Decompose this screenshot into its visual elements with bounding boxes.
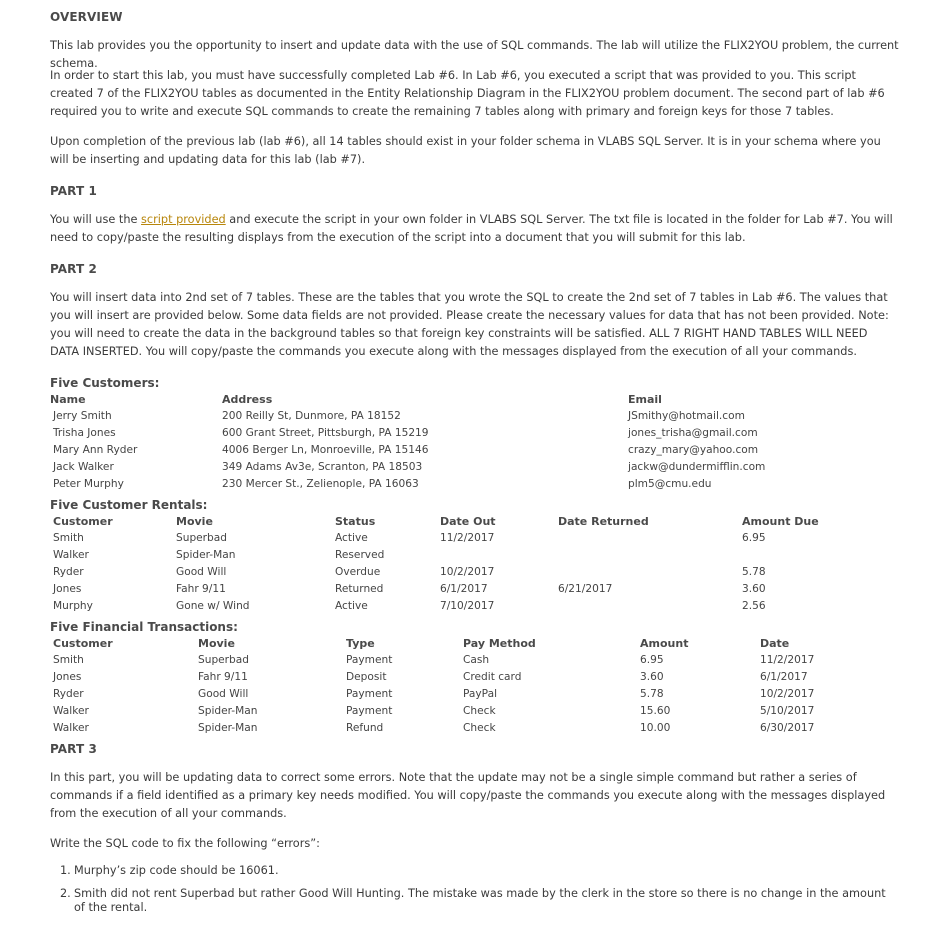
list-item xyxy=(60,864,894,878)
table-row xyxy=(50,654,900,671)
table-cell: Mary Ann Ryder xyxy=(53,444,138,456)
table-cell: Refund xyxy=(346,722,384,734)
table-cell: Jack Walker xyxy=(53,461,114,473)
column-header: Customer xyxy=(53,515,113,528)
part3-paragraph-1: In this part, you will be updating data to correct some errors. Note that the update may not be a single simple command but rather a series of commands if a field identified as a primary key needs modified. You will copy/paste the commands you execute along with the messages displayed from the execution of all your commands. xyxy=(50,771,886,820)
overview-paragraph-3: Upon completion of the previous lab (lab #6), all 14 tables should exist in your folder schema in VLABS SQL Server. It is in your schema where you will be inserting and updating data for this lab (lab #7). xyxy=(50,135,881,166)
table-cell: Superbad xyxy=(176,532,227,544)
part2-paragraph: You will insert data into 2nd set of 7 tables. These are the tables that you wrote the SQL to create the 2nd set of 7 tables in Lab #6. The values that you will insert are provided below. Some data fields are not provided. Please create the necessary values for data that has not been provided. Note: you will need to create the data in the background tables so that foreign key constraints will be satisfied. ALL 7 RIGHT HAND TABLES WILL NEED DATA INSERTED. You will copy/paste the commands you execute along with the messages displayed from the execution of all your commands. xyxy=(50,291,889,358)
table-row xyxy=(50,461,900,478)
table-cell: Jones xyxy=(53,671,82,683)
table-cell: jackw@dundermifflin.com xyxy=(628,461,766,473)
overview-paragraph-1: This lab provides you the opportunity to insert and update data with the use of SQL commands. The lab will utilize the FLIX2YOU problem, the current schema. xyxy=(50,39,899,70)
table-cell: Spider-Man xyxy=(198,722,258,734)
customers-header-row xyxy=(50,393,900,410)
part1-heading: PART 1 xyxy=(50,184,97,198)
table-cell: Payment xyxy=(346,654,393,666)
table-cell: Fahr 9/11 xyxy=(198,671,248,683)
table-row xyxy=(50,444,900,461)
table-cell: Good Will xyxy=(198,688,249,700)
table-cell: 2.56 xyxy=(742,600,766,612)
table-cell: jones_trisha@gmail.com xyxy=(628,427,758,439)
table-cell: Walker xyxy=(53,549,89,561)
overview-paragraph-2: In order to start this lab, you must have successfully completed Lab #6. In Lab #6, you executed a script that was provided to you. This script created 7 of the FLIX2YOU tables as documented in the Entity Relationship Diagram in the FLIX2YOU problem document. The second part of lab #6 required you to write and execute SQL commands to create the remaining 7 tables along with primary and foreign keys for those 7 tables. xyxy=(50,69,885,118)
column-header: Pay Method xyxy=(463,637,536,650)
list-item-text: Murphy’s zip code should be 16061. xyxy=(74,864,279,877)
table-cell: 3.60 xyxy=(742,583,766,595)
column-header: Amount xyxy=(640,637,689,650)
table-cell: 15.60 xyxy=(640,705,671,717)
table-cell: Walker xyxy=(53,705,89,717)
table-cell: 11/2/2017 xyxy=(760,654,815,666)
column-header: Name xyxy=(50,393,86,406)
table-cell: 200 Reilly St, Dunmore, PA 18152 xyxy=(222,410,401,422)
table-row xyxy=(50,478,900,495)
table-cell: Payment xyxy=(346,705,393,717)
table-cell: 4006 Berger Ln, Monroeville, PA 15146 xyxy=(222,444,429,456)
table-cell: Smith xyxy=(53,532,84,544)
table-cell: 6/21/2017 xyxy=(558,583,613,595)
table-row xyxy=(50,583,900,600)
column-header: Customer xyxy=(53,637,113,650)
part1-paragraph xyxy=(50,211,900,247)
table-cell: Gone w/ Wind xyxy=(176,600,250,612)
rentals-caption: Five Customer Rentals: xyxy=(50,498,208,512)
table-cell: Payment xyxy=(346,688,393,700)
table-row xyxy=(50,688,900,705)
table-row xyxy=(50,410,900,427)
column-header: Movie xyxy=(176,515,213,528)
table-cell: plm5@cmu.edu xyxy=(628,478,712,490)
list-item xyxy=(60,887,894,915)
table-cell: 6/1/2017 xyxy=(760,671,808,683)
script-provided-link[interactable]: script provided xyxy=(141,213,226,226)
table-cell: Walker xyxy=(53,722,89,734)
list-item-text: Smith did not rent Superbad but rather Good Will Hunting. The mistake was made by the clerk in the store so there is no change in the amount of the rental. xyxy=(74,887,886,914)
table-row xyxy=(50,427,900,444)
column-header: Movie xyxy=(198,637,235,650)
part1-text-after-link: and execute the script in your own folder in VLABS SQL Server. The txt file is located in the folder for Lab #7. You will need to copy/paste the resulting displays from the execution of the script into a document that you will submit for this lab. xyxy=(50,213,893,244)
table-cell: Superbad xyxy=(198,654,249,666)
table-cell: Credit card xyxy=(463,671,522,683)
table-cell: Active xyxy=(335,600,368,612)
part3-heading: PART 3 xyxy=(50,742,97,756)
table-cell: Overdue xyxy=(335,566,381,578)
column-header: Address xyxy=(222,393,273,406)
table-cell: JSmithy@hotmail.com xyxy=(628,410,745,422)
table-cell: 349 Adams Av3e, Scranton, PA 18503 xyxy=(222,461,423,473)
table-cell: Jerry Smith xyxy=(53,410,112,422)
table-cell: 10/2/2017 xyxy=(440,566,495,578)
part2-heading: PART 2 xyxy=(50,262,97,276)
table-row xyxy=(50,600,900,617)
table-cell: 11/2/2017 xyxy=(440,532,495,544)
table-cell: PayPal xyxy=(463,688,498,700)
table-row xyxy=(50,532,900,549)
table-cell: Good Will xyxy=(176,566,227,578)
table-cell: Check xyxy=(463,722,496,734)
table-cell: 5.78 xyxy=(742,566,766,578)
overview-heading: OVERVIEW xyxy=(50,10,123,24)
table-row xyxy=(50,566,900,583)
transactions-header-row xyxy=(50,637,900,654)
table-cell: Reserved xyxy=(335,549,385,561)
table-cell: 5.78 xyxy=(640,688,664,700)
list-item-number: 2. xyxy=(60,887,71,900)
table-cell: Cash xyxy=(463,654,490,666)
table-cell: 7/10/2017 xyxy=(440,600,495,612)
column-header: Date Returned xyxy=(558,515,649,528)
table-cell: Jones xyxy=(53,583,82,595)
table-cell: 3.60 xyxy=(640,671,664,683)
table-cell: 6/1/2017 xyxy=(440,583,488,595)
table-cell: 10.00 xyxy=(640,722,671,734)
table-cell: Smith xyxy=(53,654,84,666)
table-row xyxy=(50,722,900,739)
table-row xyxy=(50,671,900,688)
column-header: Amount Due xyxy=(742,515,819,528)
table-cell: Murphy xyxy=(53,600,93,612)
table-cell: 230 Mercer St., Zelienople, PA 16063 xyxy=(222,478,419,490)
list-item-number: 1. xyxy=(60,864,71,877)
table-cell: 6.95 xyxy=(742,532,766,544)
table-cell: 6/30/2017 xyxy=(760,722,815,734)
part3-paragraph-2: Write the SQL code to fix the following “errors”: xyxy=(50,837,320,850)
table-cell: Peter Murphy xyxy=(53,478,124,490)
table-cell: Trisha Jones xyxy=(53,427,116,439)
table-cell: 6.95 xyxy=(640,654,664,666)
customers-caption: Five Customers: xyxy=(50,376,160,390)
table-cell: 600 Grant Street, Pittsburgh, PA 15219 xyxy=(222,427,429,439)
table-cell: Returned xyxy=(335,583,384,595)
table-cell: 5/10/2017 xyxy=(760,705,815,717)
table-cell: 10/2/2017 xyxy=(760,688,815,700)
column-header: Status xyxy=(335,515,376,528)
rentals-header-row xyxy=(50,515,900,532)
table-cell: Deposit xyxy=(346,671,387,683)
table-row xyxy=(50,705,900,722)
table-cell: Ryder xyxy=(53,566,84,578)
table-cell: Spider-Man xyxy=(198,705,258,717)
table-row xyxy=(50,549,900,566)
transactions-caption: Five Financial Transactions: xyxy=(50,620,238,634)
column-header: Date Out xyxy=(440,515,496,528)
table-cell: Active xyxy=(335,532,368,544)
table-cell: Check xyxy=(463,705,496,717)
table-cell: Fahr 9/11 xyxy=(176,583,226,595)
column-header: Date xyxy=(760,637,790,650)
table-cell: Ryder xyxy=(53,688,84,700)
column-header: Email xyxy=(628,393,662,406)
part1-text-before-link: You will use the xyxy=(50,213,142,226)
table-cell: crazy_mary@yahoo.com xyxy=(628,444,759,456)
table-cell: Spider-Man xyxy=(176,549,236,561)
column-header: Type xyxy=(346,637,375,650)
